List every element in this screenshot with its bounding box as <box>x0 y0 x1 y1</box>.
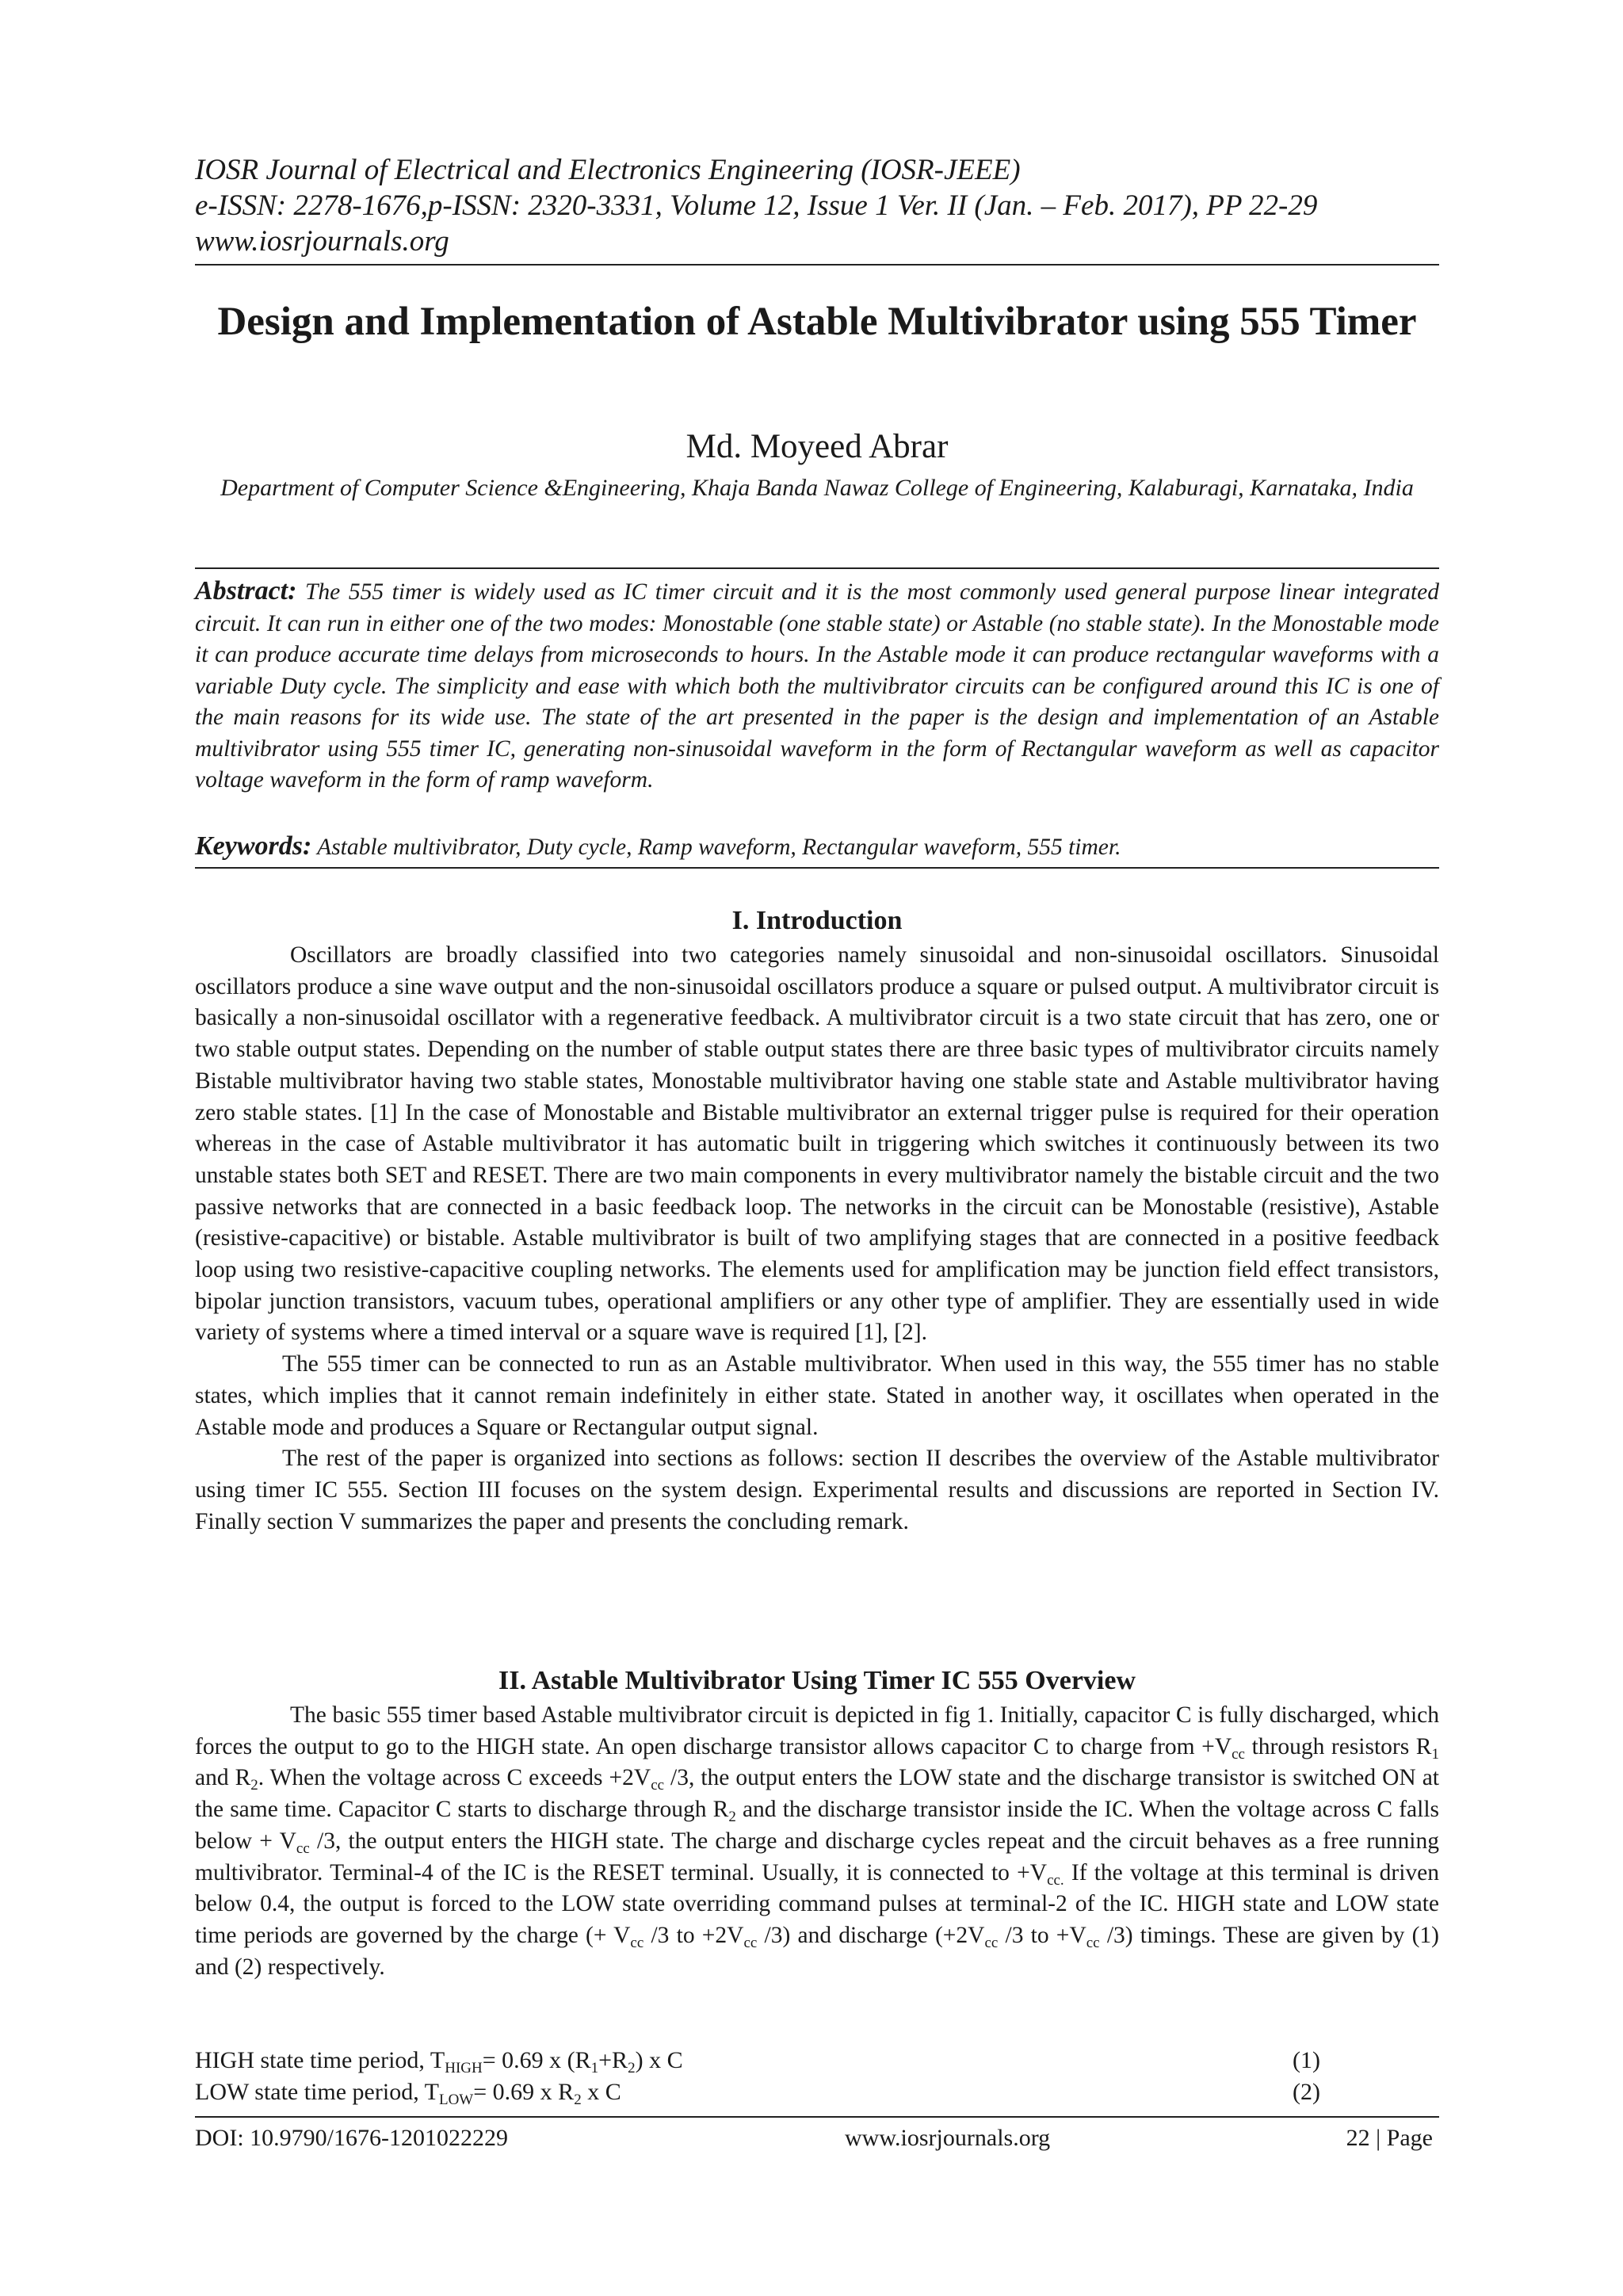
footer-rule <box>195 2116 1439 2118</box>
footer-doi[interactable]: DOI: 10.9790/1676-1201022229 <box>195 2125 508 2151</box>
footer-website[interactable]: www.iosrjournals.org <box>845 2125 1051 2151</box>
intro-paragraph-3: The rest of the paper is organized into sections as follows: section II describes the overview of the Astable multivibrator using timer IC 555. Section III focuses on the system design. Experimental results and discussions are reported in Section IV. Finally section V summarizes the paper and presents the concluding remark. <box>195 1446 1439 1534</box>
journal-header <box>195 152 1439 259</box>
equation-2: LOW state time period, $T_{LOW}= 0.69$ x $R_2$ x C (2) <box>195 2076 1439 2108</box>
journal-name: IOSR Journal of Electrical and Electronics Engineering (IOSR-JEEE) <box>195 154 1021 186</box>
footer-page-number: 22 | Page <box>1346 2125 1433 2151</box>
equation-2-number: (2) <box>1293 2079 1320 2105</box>
header-rule <box>195 264 1439 266</box>
paper-author: Md. Moyeed Abrar <box>685 428 949 465</box>
paper-page <box>195 0 1439 2296</box>
equation-1: HIGH state time period, $T_{HIGH}= 0.69$ x $(R_1+R_2)$ x C (1) <box>195 2045 1439 2076</box>
intro-paragraph-2: The 555 timer can be connected to run as an Astable multivibrator. When used in this way, the 555 timer has no stable states, which implies that it cannot remain indefinitely in either state. Stated in another way, it oscillates when operated in the Astable mode and produces a Square or Rectangular output signal. <box>195 1351 1439 1440</box>
abstract-bottom-rule <box>195 867 1439 869</box>
paper-title: Design and Implementation of Astable Multivibrator using 555 Timer <box>217 300 1417 344</box>
intro-paragraph-1: Oscillators are broadly classified into two categories namely sinusoidal and non-sinusoidal oscillators. Sinusoidal oscillators produce a sine wave output and the non-sinusoidal oscillators produce a square or pulsed output. A multivibrator circuit is basically a non-sinusoidal oscillator with a regenerative feedback. A multivibrator circuit is a two state circuit that has zero, one or two stable output states. Depending on the number of stable output states there are three basic types of multivibrator circuits namely Bistable multivibrator having two stable states, Monostable multivibrator having one stable state and Astable multivibrator having zero stable states. [1] In the case of Monostable and Bistable multivibrator an external trigger pulse is required for their operation whereas in the case of Astable multivibrator it has automatic built in triggering which switches it continuously between its two unstable states both SET and RESET. There are two main components in every multivibrator namely the bistable circuit and the two passive networks that are connected in a basic feedback loop. The networks in the circuit can be Monostable (resistive), Astable (resistive-capacitive) or bistable. Astable multivibrator is built of two amplifying stages that are connected in a positive feedback loop using two resistive-capacitive coupling networks. The elements used for amplification may be junction field effect transistors, bipolar junction transistors, vacuum tubes, operational amplifiers or any other type of amplifier. They are essentially used in wide variety of systems where a timed interval or a square wave is required [1], [2]. <box>195 942 1439 1346</box>
abstract-top-rule <box>195 567 1439 569</box>
journal-website[interactable]: www.iosrjournals.org <box>195 225 449 258</box>
abstract <box>195 575 1439 797</box>
journal-issn: e-ISSN: 2278-1676,p-ISSN: 2320-3331, Volume 12, Issue 1 Ver. II (Jan. – Feb. 2017), PP 22-29 <box>195 189 1318 222</box>
abstract-text: The 555 timer is widely used as IC timer circuit and it is the most commonly used general purpose linear integrated circuit. It can run in either one of the two modes: Monostable (one stable state) or Astable (no stable state). In the Monostable mode it can produce accurate time delays from microseconds to hours. In the Astable mode it can produce rectangular waveforms with a variable Duty cycle. The simplicity and ease with which both the multivibrator circuits can be configured around this IC is one of the main reasons for its wide use. The state of the art presented in the paper is the design and implementation of an Astable multivibrator using 555 timer IC, generating non-sinusoidal waveform in the form of Rectangular waveform as well as capacitor voltage waveform in the form of ramp waveform. <box>195 579 1439 793</box>
overview-body <box>195 1700 1439 1983</box>
author-affiliation: Department of Computer Science &Engineering, Khaja Banda Nawaz College of Engineering, Kalaburagi, Karnataka, India <box>220 475 1414 501</box>
keywords-label: Keywords: <box>195 831 312 861</box>
keywords-text: Astable multivibrator, Duty cycle, Ramp waveform, Rectangular waveform, 555 timer. <box>317 835 1121 860</box>
overview-paragraph-1: The basic 555 timer based Astable multivibrator circuit is depicted in fig 1. Initially, capacitor C is fully discharged, which forces the output to go to the HIGH state. An open discharge transistor allows capacitor C to charge from $+V_{cc}$ through resistors $R_1$ and $R_2$. When the voltage across C exceeds $+2V_{cc}$ /3, the output enters the LOW state and the discharge transistor is switched ON at the same time. Capacitor C starts to discharge through $R_2$ and the discharge transistor inside the IC. When the voltage across C falls below + $V_{cc}$ /3, the output enters the HIGH state. The charge and discharge cycles repeat and the circuit behaves as a free running multivibrator. Terminal-4 of the IC is the RESET terminal. Usually, it is connected to $+V_{cc.}$ If the voltage at this terminal is driven below 0.4, the output is forced to the LOW state overriding command pulses at terminal-2 of the IC. HIGH state and LOW state time periods are governed by the charge (+ $V_{cc}$ /3 to $+2V_{cc}$ /3) and discharge ($+2V_{cc}$ /3 to $+V_{cc}$ /3) timings. These are given by (1) and (2) respectively. <box>195 1702 1440 1980</box>
equation-1-number: (1) <box>1293 2047 1320 2073</box>
keywords <box>195 831 1439 863</box>
abstract-label: Abstract: <box>195 576 297 606</box>
introduction-body <box>195 940 1439 1538</box>
section-heading-introduction: I. Introduction <box>731 906 903 935</box>
section-heading-overview: II. Astable Multivibrator Using Timer IC 555 Overview <box>498 1666 1136 1695</box>
